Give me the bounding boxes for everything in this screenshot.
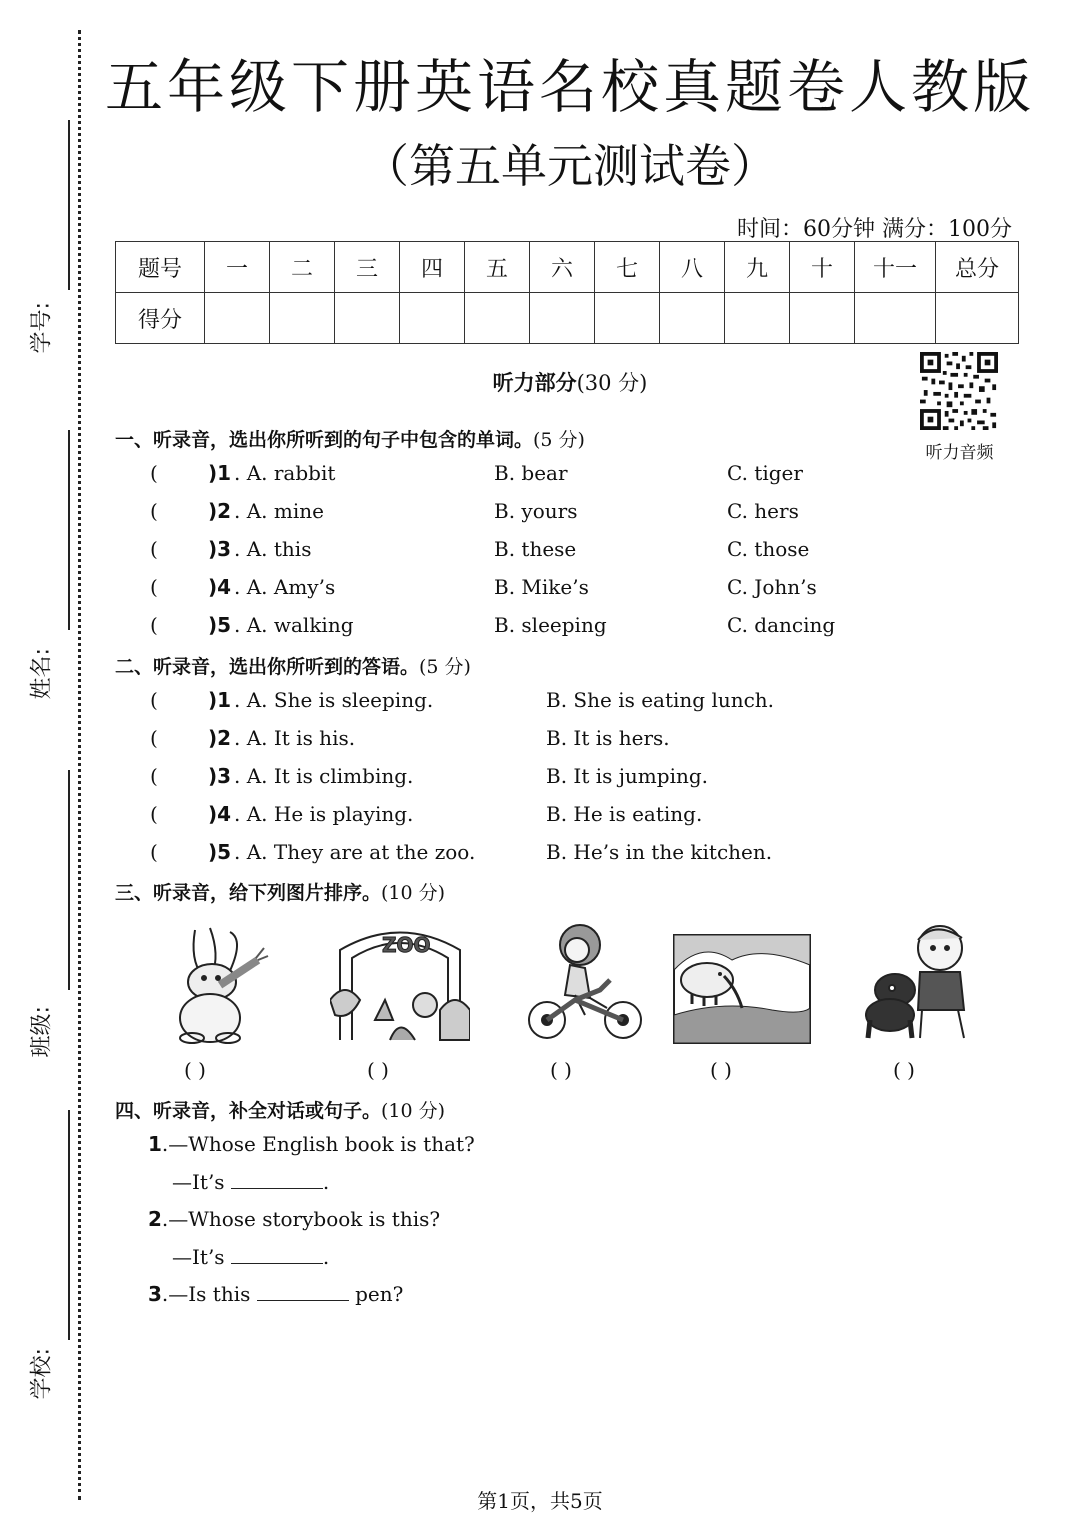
exam-subtitle: （第五单元测试卷） — [363, 139, 777, 193]
dialogue-answer — [172, 1170, 329, 1194]
score-cell[interactable] — [205, 293, 270, 344]
question-number: )3 — [208, 764, 232, 788]
score-header-cell: 题号 — [116, 242, 205, 293]
option-c: C. John’s — [727, 575, 817, 599]
option-a: . A. Amy’s — [234, 575, 336, 599]
score-cell[interactable] — [465, 293, 530, 344]
picture-answer-paren[interactable]: ( ) — [367, 1058, 389, 1082]
girl-bike-picture — [515, 920, 655, 1045]
score-cell[interactable] — [335, 293, 400, 344]
option-b: B. She is eating lunch. — [546, 688, 775, 712]
qr-code-icon[interactable] — [918, 352, 1000, 430]
part1-points: (5 分) — [533, 429, 585, 451]
answer-prefix: —It’s — [172, 1170, 225, 1194]
score-header-cell: 二 — [270, 242, 335, 293]
score-header-cell: 一 — [205, 242, 270, 293]
question-number: 2 — [148, 1207, 162, 1231]
option-b: B. Mike’s — [494, 575, 589, 599]
dialogue-question — [148, 1132, 475, 1156]
answer-paren[interactable]: ( — [150, 802, 158, 826]
student-id-label: 学号: — [29, 302, 55, 354]
option-b: B. yours — [494, 499, 578, 523]
question-number: )5 — [208, 613, 232, 637]
zoo-sign-text: ZOO — [382, 933, 431, 957]
listening-title: 听力部分 — [492, 371, 577, 395]
option-b: B. It is jumping. — [546, 764, 709, 788]
option-a: . A. It is his. — [234, 726, 356, 750]
school-label: 学校: — [29, 1348, 55, 1400]
answer-paren[interactable]: ( — [150, 764, 158, 788]
exam-title: 五年级下册英语名校真题卷人教版 — [104, 53, 1035, 121]
question-number: )3 — [208, 537, 232, 561]
score-header-cell: 十 — [790, 242, 855, 293]
option-c: C. hers — [727, 499, 799, 523]
class-field[interactable] — [22, 770, 82, 1070]
option-b: B. bear — [494, 461, 568, 485]
question-number: )4 — [208, 575, 232, 599]
answer-blank[interactable] — [257, 1282, 349, 1301]
score-header-cell: 八 — [660, 242, 725, 293]
score-cell[interactable] — [725, 293, 790, 344]
option-a: . A. He is playing. — [234, 802, 414, 826]
question-number: )1 — [208, 461, 232, 485]
page-number: 第1页，共5页 — [477, 1489, 603, 1513]
score-header-cell: 四 — [400, 242, 465, 293]
score-cell[interactable] — [595, 293, 660, 344]
score-cell[interactable] — [936, 293, 1019, 344]
part3-title — [115, 878, 445, 905]
score-cell[interactable] — [530, 293, 595, 344]
rabbit-carrot-picture — [150, 920, 290, 1045]
score-header-cell: 总分 — [936, 242, 1019, 293]
class-underline — [68, 770, 70, 990]
question-number: )5 — [208, 840, 232, 864]
answer-blank[interactable] — [231, 1170, 323, 1189]
picture-answer-paren[interactable]: ( ) — [550, 1058, 572, 1082]
answer-paren[interactable]: ( — [150, 688, 158, 712]
score-cell[interactable] — [660, 293, 725, 344]
dialogue-question — [148, 1207, 440, 1231]
option-c: C. dancing — [727, 613, 836, 637]
answer-paren[interactable]: ( — [150, 499, 158, 523]
answer-end: . — [322, 1245, 330, 1269]
question-number: 3 — [148, 1282, 162, 1306]
listening-points: (30 分) — [576, 371, 648, 395]
part1-title — [115, 425, 585, 452]
picture-answer-paren[interactable]: ( ) — [893, 1058, 915, 1082]
score-cell[interactable] — [400, 293, 465, 344]
option-a: . A. They are at the zoo. — [234, 840, 476, 864]
part3-title-text: 三、听录音，给下列图片排序。 — [115, 882, 382, 904]
option-b: B. It is hers. — [546, 726, 670, 750]
answer-paren[interactable]: ( — [150, 726, 158, 750]
option-a: . A. She is sleeping. — [234, 688, 434, 712]
part4-title — [115, 1096, 445, 1123]
score-row-label: 得分 — [116, 293, 205, 344]
score-table — [115, 241, 1019, 344]
option-a: . A. this — [234, 537, 312, 561]
class-label: 班级: — [29, 1006, 55, 1058]
score-cell[interactable] — [855, 293, 936, 344]
name-label: 姓名: — [29, 648, 55, 700]
option-b: B. He is eating. — [546, 802, 703, 826]
part2-title-text: 二、听录音，选出你所听到的答语。 — [115, 656, 420, 678]
question-number: )2 — [208, 726, 232, 750]
question-end: pen? — [355, 1282, 404, 1306]
option-a: . A. rabbit — [234, 461, 336, 485]
question-number: 1 — [148, 1132, 162, 1156]
dialogue-question — [148, 1282, 403, 1306]
option-a: . A. walking — [234, 613, 354, 637]
option-b: B. these — [494, 537, 577, 561]
score-table-score-row — [116, 293, 1019, 344]
question-number: )1 — [208, 688, 232, 712]
picture-answer-paren[interactable]: ( ) — [710, 1058, 732, 1082]
name-field[interactable] — [22, 430, 82, 710]
zoo-gate-picture — [330, 920, 470, 1045]
answer-paren[interactable]: ( — [150, 613, 158, 637]
score-header-cell: 十一 — [855, 242, 936, 293]
option-a: . A. mine — [234, 499, 324, 523]
question-text: .—Whose storybook is this? — [161, 1207, 441, 1231]
qr-label: 听力音频 — [925, 443, 994, 463]
question-text: .—Is this — [161, 1282, 251, 1306]
score-table-header-row — [116, 242, 1019, 293]
answer-paren[interactable]: ( — [150, 537, 158, 561]
time-and-score-info: 时间：60分钟 满分：100分 — [737, 217, 1012, 242]
score-header-cell: 九 — [725, 242, 790, 293]
option-c: C. tiger — [727, 461, 803, 485]
answer-paren[interactable]: ( — [150, 575, 158, 599]
answer-end: . — [322, 1170, 330, 1194]
part4-points: (10 分) — [381, 1100, 446, 1122]
picture-answer-paren[interactable]: ( ) — [184, 1058, 206, 1082]
score-header-cell: 三 — [335, 242, 400, 293]
answer-paren[interactable]: ( — [150, 461, 158, 485]
question-text: .—Whose English book is that? — [161, 1132, 475, 1156]
score-header-cell: 五 — [465, 242, 530, 293]
boy-dog-picture — [860, 920, 1000, 1045]
part2-title — [115, 652, 471, 679]
school-underline — [68, 1110, 70, 1340]
part1-title-text: 一、听录音，选出你所听到的句子中包含的单词。 — [115, 429, 534, 451]
answer-prefix: —It’s — [172, 1245, 225, 1269]
answer-paren[interactable]: ( — [150, 840, 158, 864]
score-cell[interactable] — [790, 293, 855, 344]
dialogue-answer — [172, 1245, 329, 1269]
option-b: B. He’s in the kitchen. — [546, 840, 773, 864]
score-cell[interactable] — [270, 293, 335, 344]
question-number: )4 — [208, 802, 232, 826]
name-underline — [68, 430, 70, 630]
score-header-cell: 六 — [530, 242, 595, 293]
score-header-cell: 七 — [595, 242, 660, 293]
part4-title-text: 四、听录音，补全对话或句子。 — [115, 1100, 382, 1122]
question-number: )2 — [208, 499, 232, 523]
answer-blank[interactable] — [231, 1245, 323, 1264]
option-c: C. those — [727, 537, 810, 561]
option-b: B. sleeping — [494, 613, 607, 637]
elephant-river-picture — [672, 920, 812, 1045]
part2-points: (5 分) — [419, 656, 471, 678]
part3-points: (10 分) — [381, 882, 446, 904]
option-a: . A. It is climbing. — [234, 764, 414, 788]
school-field[interactable] — [22, 1110, 82, 1410]
